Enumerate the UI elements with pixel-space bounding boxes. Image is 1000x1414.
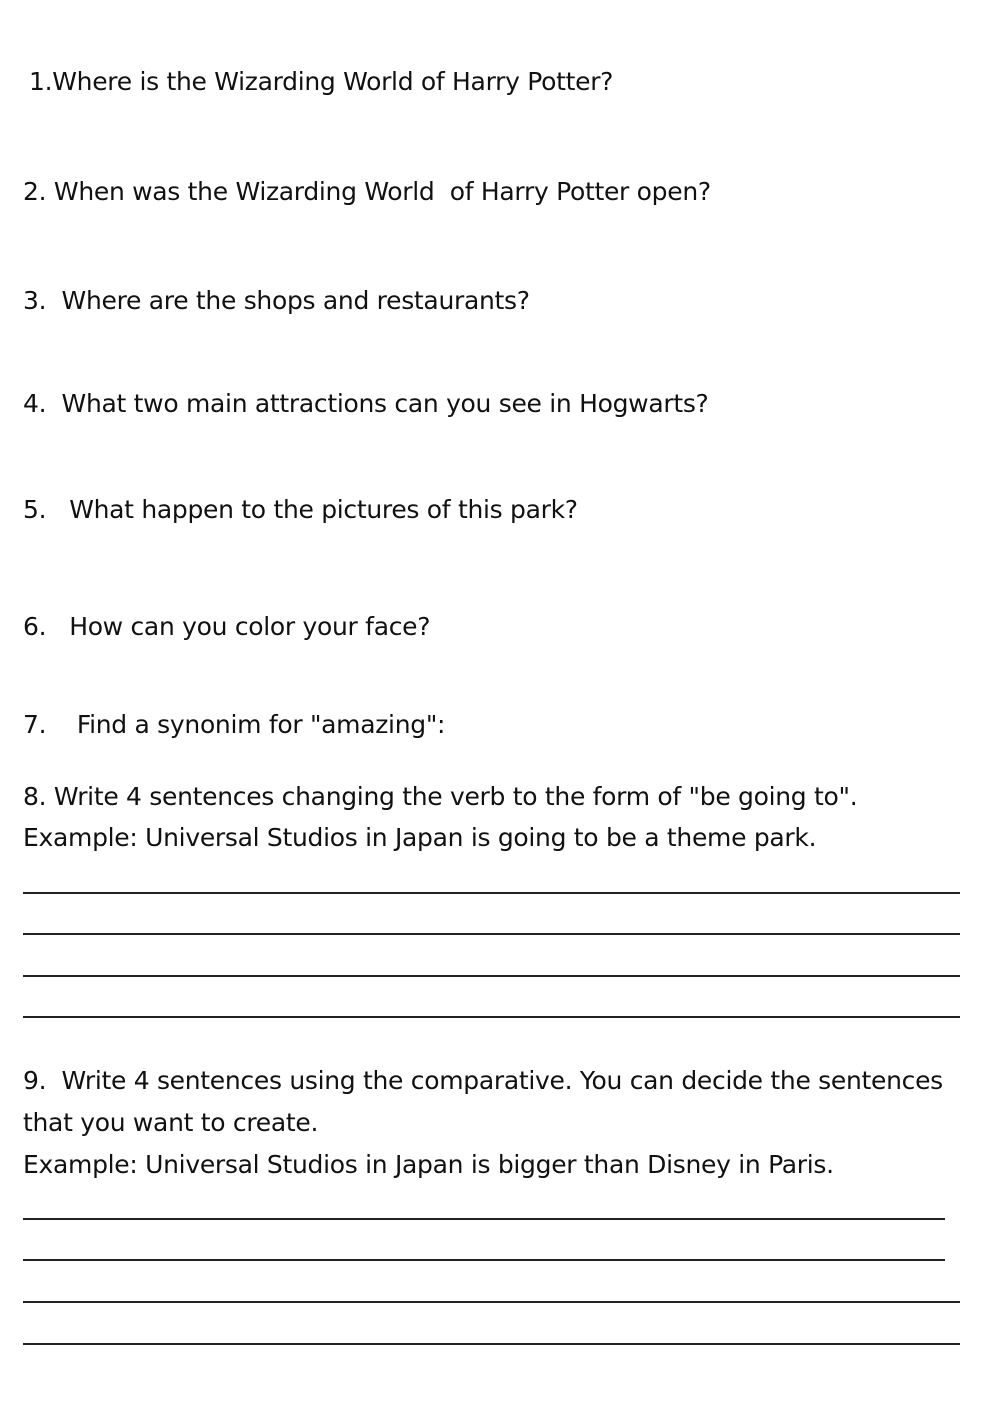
answer-line[interactable] (23, 1016, 960, 1018)
answer-line[interactable] (23, 975, 960, 977)
question-6: 6. How can you color your face? (23, 612, 431, 641)
answer-line[interactable] (23, 1259, 945, 1261)
question-8-example: Example: Universal Studios in Japan is going to be a theme park. (23, 823, 817, 852)
answer-line[interactable] (23, 892, 960, 894)
answer-line[interactable] (23, 1343, 960, 1345)
answer-line[interactable] (23, 933, 960, 935)
question-4: 4. What two main attractions can you see in Hogwarts? (23, 389, 709, 418)
question-3: 3. Where are the shops and restaurants? (23, 286, 530, 315)
question-7: 7. Find a synonim for "amazing": (23, 710, 446, 739)
question-9-prompt: 9. Write 4 sentences using the comparative. You can decide the sentences (23, 1066, 943, 1095)
answer-line[interactable] (23, 1218, 945, 1220)
question-5: 5. What happen to the pictures of this park? (23, 495, 578, 524)
answer-line[interactable] (23, 1301, 960, 1303)
question-9-prompt-continued: that you want to create. (23, 1108, 319, 1137)
question-2: 2. When was the Wizarding World of Harry Potter open? (23, 177, 711, 206)
question-8-prompt: 8. Write 4 sentences changing the verb to the form of "be going to". (23, 782, 858, 811)
question-1: 1.Where is the Wizarding World of Harry Potter? (29, 67, 614, 96)
question-9-example: Example: Universal Studios in Japan is bigger than Disney in Paris. (23, 1150, 834, 1179)
